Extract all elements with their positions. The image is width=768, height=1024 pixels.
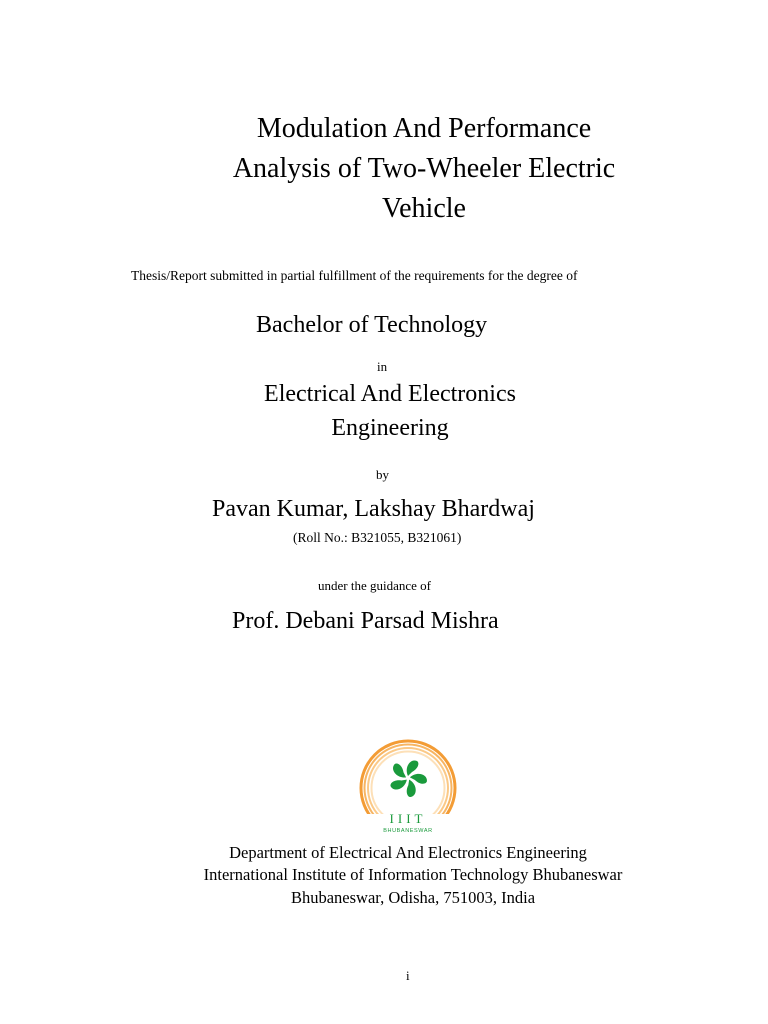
guidance-label: under the guidance of xyxy=(318,578,431,593)
branch-line-1: Electrical And Electronics xyxy=(264,381,516,407)
thesis-title-line-1: Modulation And Performance xyxy=(256,113,592,144)
logo-text: IIIT xyxy=(389,811,427,826)
submission-statement: Thesis/Report submitted in partial fulfillment of the requirements for the degree of xyxy=(131,268,578,283)
page-number: i xyxy=(406,968,410,983)
institution-name: International Institute of Information Technology Bhubaneswar xyxy=(203,865,623,884)
iiit-bhubaneswar-logo xyxy=(355,738,461,836)
degree-name: Bachelor of Technology xyxy=(256,312,488,338)
logo-subtext: BHUBANESWAR xyxy=(383,828,433,834)
logo-emblem-icon xyxy=(355,738,461,836)
by-label: by xyxy=(376,467,389,482)
roll-numbers: (Roll No.: B321055, B321061) xyxy=(293,530,462,545)
department-name: Department of Electrical And Electronics Engineering xyxy=(229,843,587,862)
institution-address: Bhubaneswar, Odisha, 751003, India xyxy=(290,888,536,907)
guide-name: Prof. Debani Parsad Mishra xyxy=(232,608,499,634)
thesis-title-line-3: Vehicle xyxy=(382,193,466,224)
thesis-title-line-2: Analysis of Two-Wheeler Electric xyxy=(232,153,616,184)
in-label: in xyxy=(377,359,388,374)
branch-line-2: Engineering xyxy=(331,415,449,441)
author-names: Pavan Kumar, Lakshay Bhardwaj xyxy=(212,496,535,522)
